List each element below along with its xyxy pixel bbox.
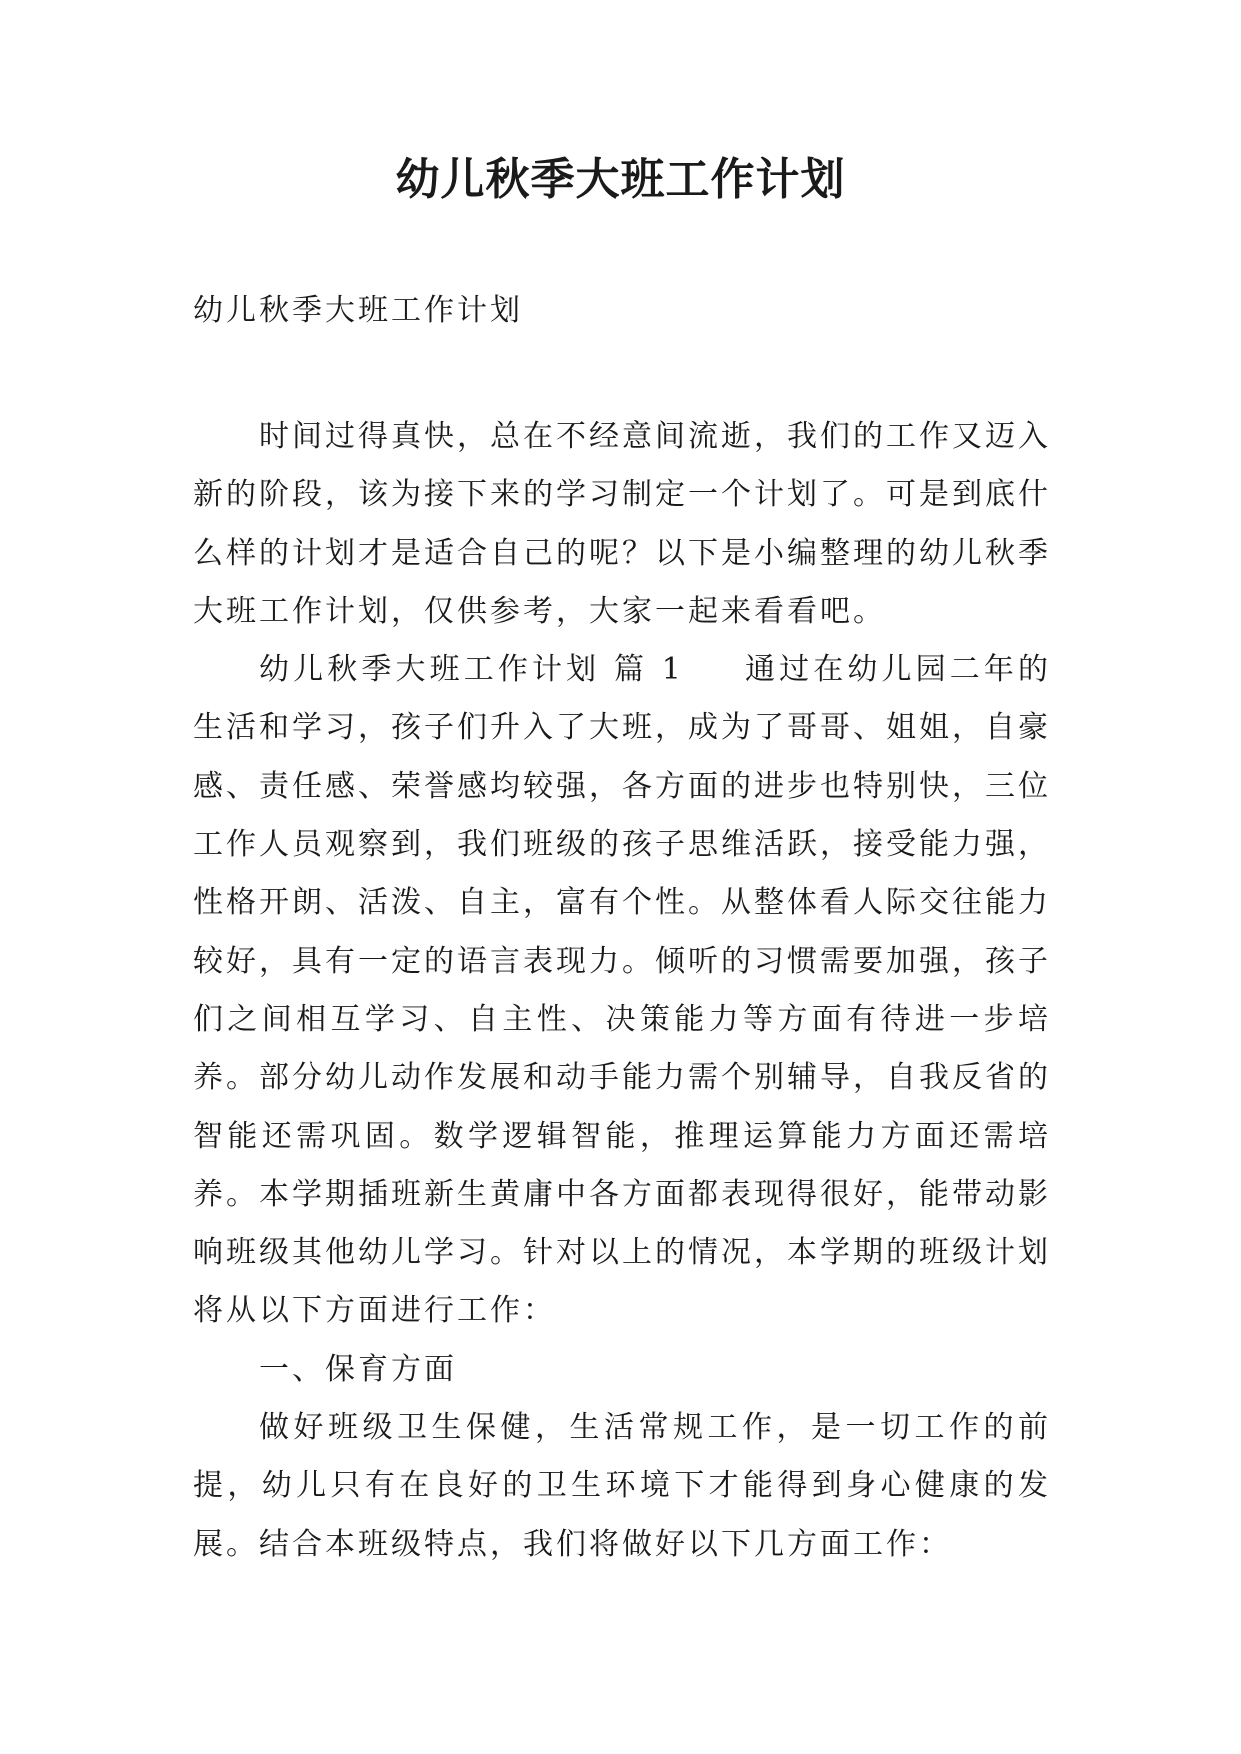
document-subtitle: 幼儿秋季大班工作计划 — [193, 293, 523, 328]
paragraph-care: 做好班级卫生保健，生活常规工作，是一切工作的前提，幼儿只有在良好的卫生环境下才能得到身心健康的发展。结合本班级特点，我们将做好以下几方面工作： — [193, 1410, 1051, 1562]
paragraph-situation — [193, 641, 1051, 1341]
section-label: 幼儿秋季大班工作计划 篇 1 — [259, 652, 684, 688]
section-heading-care: 一、保育方面 — [259, 1351, 457, 1387]
paragraph-situation-text: 通过在幼儿园二年的生活和学习，孩子们升入了大班，成为了哥哥、姐姐，自豪感、责任感、荣誉感均较强，各方面的进步也特别快，三位工作人员观察到，我们班级的孩子思维活跃，接受能力强，性格开朗、活泼、自主，富有个性。从整体看人际交往能力较好，具有一定的语言表现力。倾听的习惯需要加强，孩子们之间相互学习、自主性、决策能力等方面有待进一步培养。部分幼儿动作发展和动手能力需个别辅导，自我反省的智能还需巩固。数学逻辑智能，推理运算能力方面还需培养。本学期插班新生黄庸中各方面都表现得很好，能带动影响班级其他幼儿学习。针对以上的情况，本学期的班级计划将从以下方面进行工作： — [193, 652, 1052, 1329]
document-body — [193, 408, 1051, 1574]
document-title: 幼儿秋季大班工作计划 — [395, 154, 846, 205]
paragraph-intro: 时间过得真快，总在不经意间流逝，我们的工作又迈入新的阶段，该为接下来的学习制定一个计划了。可是到底什么样的计划才是适合自己的呢？以下是小编整理的幼儿秋季大班工作计划，仅供参考，大家一起来看看吧。 — [193, 419, 1051, 629]
